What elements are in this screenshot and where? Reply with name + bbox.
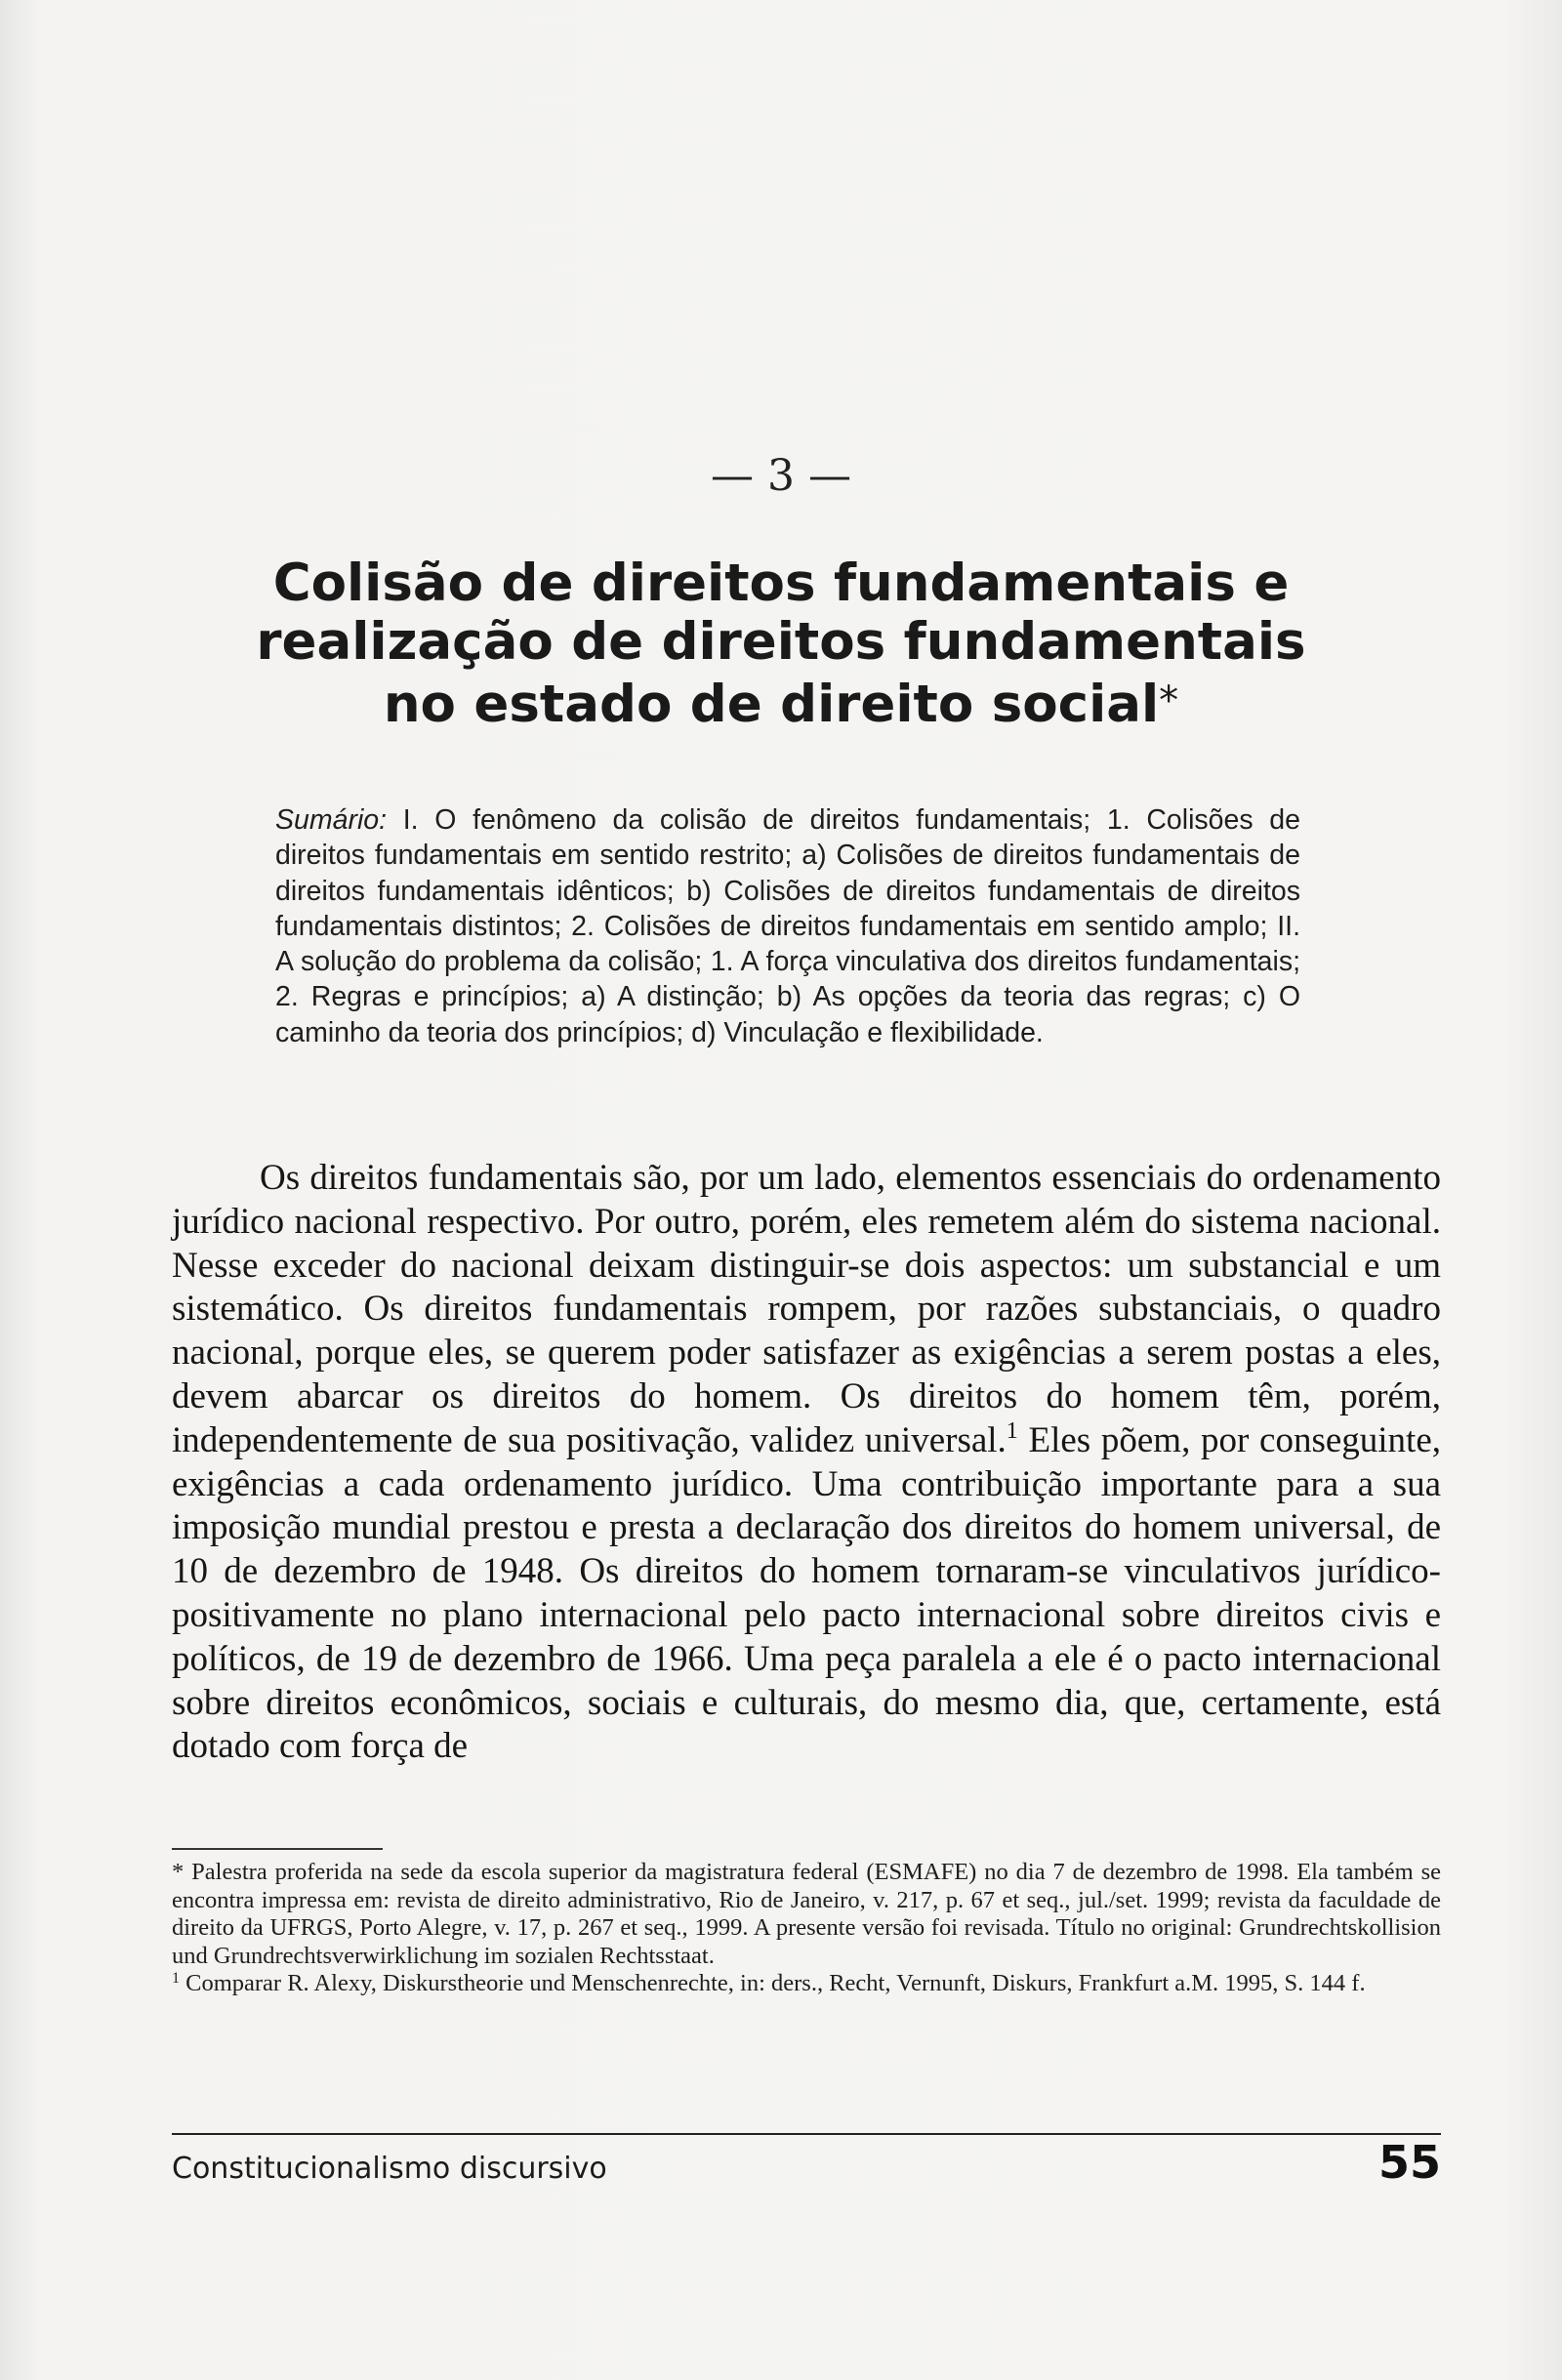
- chapter-title: [176, 554, 1386, 734]
- footnote-1-marker: 1: [172, 1970, 180, 1987]
- page-number: 55: [1377, 2136, 1441, 2189]
- chapter-number: — 3 —: [711, 451, 851, 501]
- running-footer-book-title: Constitucionalismo discursivo: [172, 2152, 607, 2186]
- footnote-separator: [172, 1848, 383, 1850]
- chapter-title-line-2: realização de direitos fundamentais: [256, 612, 1306, 672]
- body-paragraph: [172, 1157, 1441, 1769]
- footnote-star: * Palestra proferida na sede da escola superior da magistratura federal (ESMAFE) no dia 7 de dezembro de 1998. Ela também se encontra impressa em: revista de direito administrativo, Rio de Janeiro, v. 217, p. 67 et seq., jul./set. 1999; revista da faculdade de direito da UFRGS, Porto Alegre, v. 17, p. 267 et seq., 1999. A presente versão foi revisada. Título no original: Grundrechtskollision und Grundrechtsverwirklichung im sozialen Rechtsstaat.: [172, 1859, 1441, 1969]
- chapter-title-line-1: Colisão de direitos fundamentais e: [272, 554, 1290, 613]
- footnote-1-text: Comparar R. Alexy, Diskurstheorie und Menschenrechte, in: ders., Recht, Vernunft, Diskurs, Frankfurt a.M. 1995, S. 144 f.: [180, 1970, 1366, 1996]
- summary-label: Sumário:: [275, 804, 388, 836]
- chapter-title-line-3: [176, 672, 1386, 734]
- footnote-1: [172, 1970, 1441, 1998]
- chapter-summary: [275, 802, 1300, 1050]
- title-footnote-marker: *: [1159, 678, 1179, 723]
- footnote-reference-1: 1: [1006, 1417, 1018, 1444]
- body-text-part-1: Os direitos fundamentais são, por um lado, elementos essenciais do ordenamento jurídico nacional respectivo. Por outro, porém, eles remetem além do sistema nacional. Nesse exceder do nacional deixam distinguir-se dois aspectos: um substancial e um sistemático. Os direitos fundamentais rompem, por razões substanciais, o quadro nacional, porque eles, se querem poder satisfazer as exigências a serem postas a eles, devem abarcar os direitos do homem. Os direitos do homem têm, porém, independentemente de sua positivação, validez universal.: [172, 1158, 1441, 1460]
- footer-rule: [172, 2133, 1441, 2135]
- body-text-part-2: Eles põem, por conseguinte, exigências a cada ordenamento jurídico. Uma contribuição importante para a sua imposição mundial prestou e presta a declaração dos direitos do homem universal, de 10 de dezembro de 1948. Os direitos do homem tornaram-se vinculativos jurídico-positivamente no plano internacional pelo pacto internacional sobre direitos civis e políticos, de 19 de dezembro de 1966. Uma peça paralela a ele é o pacto internacional sobre direitos econômicos, sociais e culturais, do mesmo dia, que, certamente, está dotado com força de: [172, 1419, 1441, 1767]
- footnotes: [172, 1859, 1441, 1998]
- summary-text: I. O fenômeno da colisão de direitos fundamentais; 1. Colisões de direitos fundamentais em sentido restrito; a) Colisões de direitos fundamentais de direitos fundamentais idênticos; b) Colisões de direitos fundamentais de direitos fundamentais distintos; 2. Colisões de direitos fundamentais em sentido amplo; II. A solução do problema da colisão; 1. A força vinculativa dos direitos fundamentais; 2. Regras e princípios; a) A distinção; b) As opções da teoria das regras; c) O caminho da teoria dos princípios; d) Vinculação e flexibilidade.: [275, 804, 1301, 1048]
- chapter-title-line-3-text: no estado de direito social: [383, 675, 1160, 734]
